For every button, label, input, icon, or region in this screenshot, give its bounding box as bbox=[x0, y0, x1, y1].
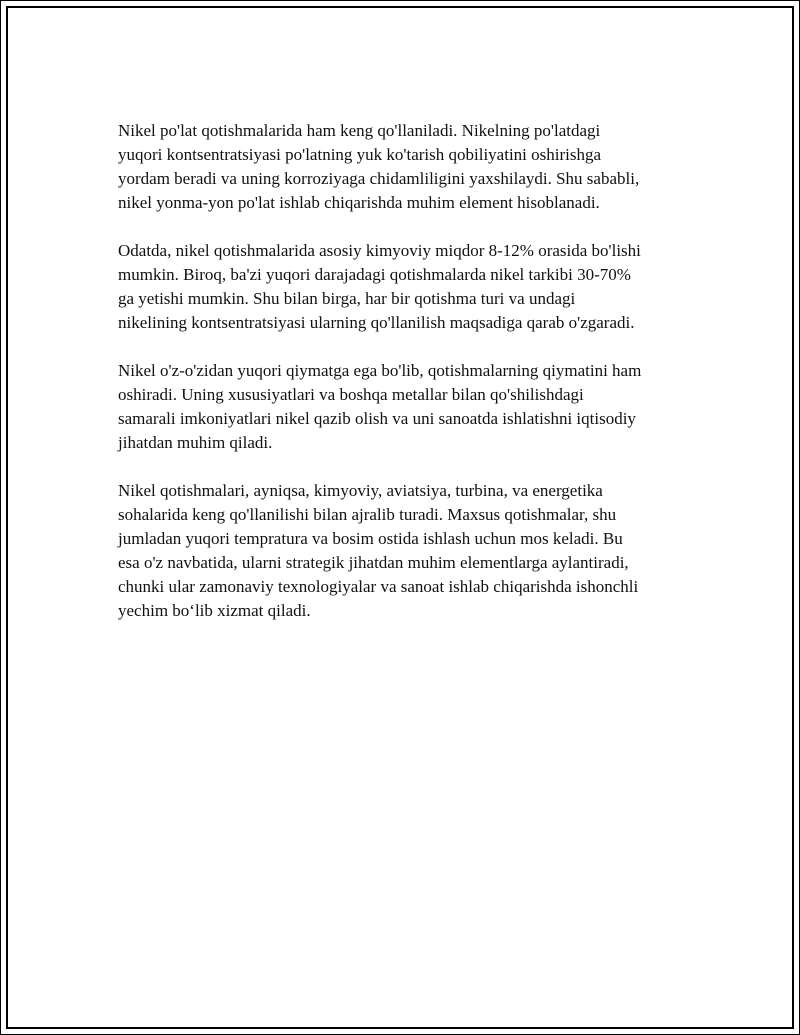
text-line: nikel yonma-yon po'lat ishlab chiqarishda muhim element hisoblanadi. bbox=[118, 193, 600, 212]
text-line: samarali imkoniyatlari nikel qazib olish va uni sanoatda ishlatishni iqtisodiy bbox=[118, 409, 636, 428]
text-line: sohalarida keng qo'llanilishi bilan ajralib turadi. Maxsus qotishmalar, shu bbox=[118, 505, 617, 524]
document-body bbox=[118, 119, 698, 647]
paragraph-2 bbox=[118, 239, 698, 335]
text-line: Nikel po'lat qotishmalarida ham keng qo'llaniladi. Nikelning po'latdagi bbox=[118, 121, 601, 140]
text-line: yuqori kontsentratsiyasi po'latning yuk ko'tarish qobiliyatini oshirishga bbox=[118, 145, 602, 164]
text-line: Odatda, nikel qotishmalarida asosiy kimyoviy miqdor 8-12% orasida bo'lishi bbox=[118, 241, 641, 260]
text-line: yordam beradi va uning korroziyaga chidamliligini yaxshilaydi. Shu sababli, bbox=[118, 169, 640, 188]
text-line: chunki ular zamonaviy texnologiyalar va sanoat ishlab chiqarishda ishonchli bbox=[118, 577, 639, 596]
text-line: mumkin. Biroq, ba'zi yuqori darajadagi qotishmalarda nikel tarkibi 30-70% bbox=[118, 265, 631, 284]
text-line: nikelining kontsentratsiyasi ularning qo'llanilish maqsadiga qarab o'zgaradi. bbox=[118, 313, 635, 332]
text-line: Nikel o'z-o'zidan yuqori qiymatga ega bo'lib, qotishmalarning qiymatini ham bbox=[118, 361, 642, 380]
text-line: jumladan yuqori tempratura va bosim ostida ishlash uchun mos keladi. Bu bbox=[118, 529, 623, 548]
text-line: Nikel qotishmalari, ayniqsa, kimyoviy, aviatsiya, turbina, va energetika bbox=[118, 481, 603, 500]
paragraph-3 bbox=[118, 359, 698, 455]
paragraph-1 bbox=[118, 119, 698, 215]
paragraph-4 bbox=[118, 479, 698, 623]
text-line: oshiradi. Uning xususiyatlari va boshqa metallar bilan qo'shilishdagi bbox=[118, 385, 584, 404]
text-line: jihatdan muhim qiladi. bbox=[118, 433, 273, 452]
text-line: ga yetishi mumkin. Shu bilan birga, har bir qotishma turi va undagi bbox=[118, 289, 576, 308]
text-line: esa o'z navbatida, ularni strategik jihatdan muhim elementlarga aylantiradi, bbox=[118, 553, 629, 572]
text-line: yechim bo‘lib xizmat qiladi. bbox=[118, 601, 311, 620]
